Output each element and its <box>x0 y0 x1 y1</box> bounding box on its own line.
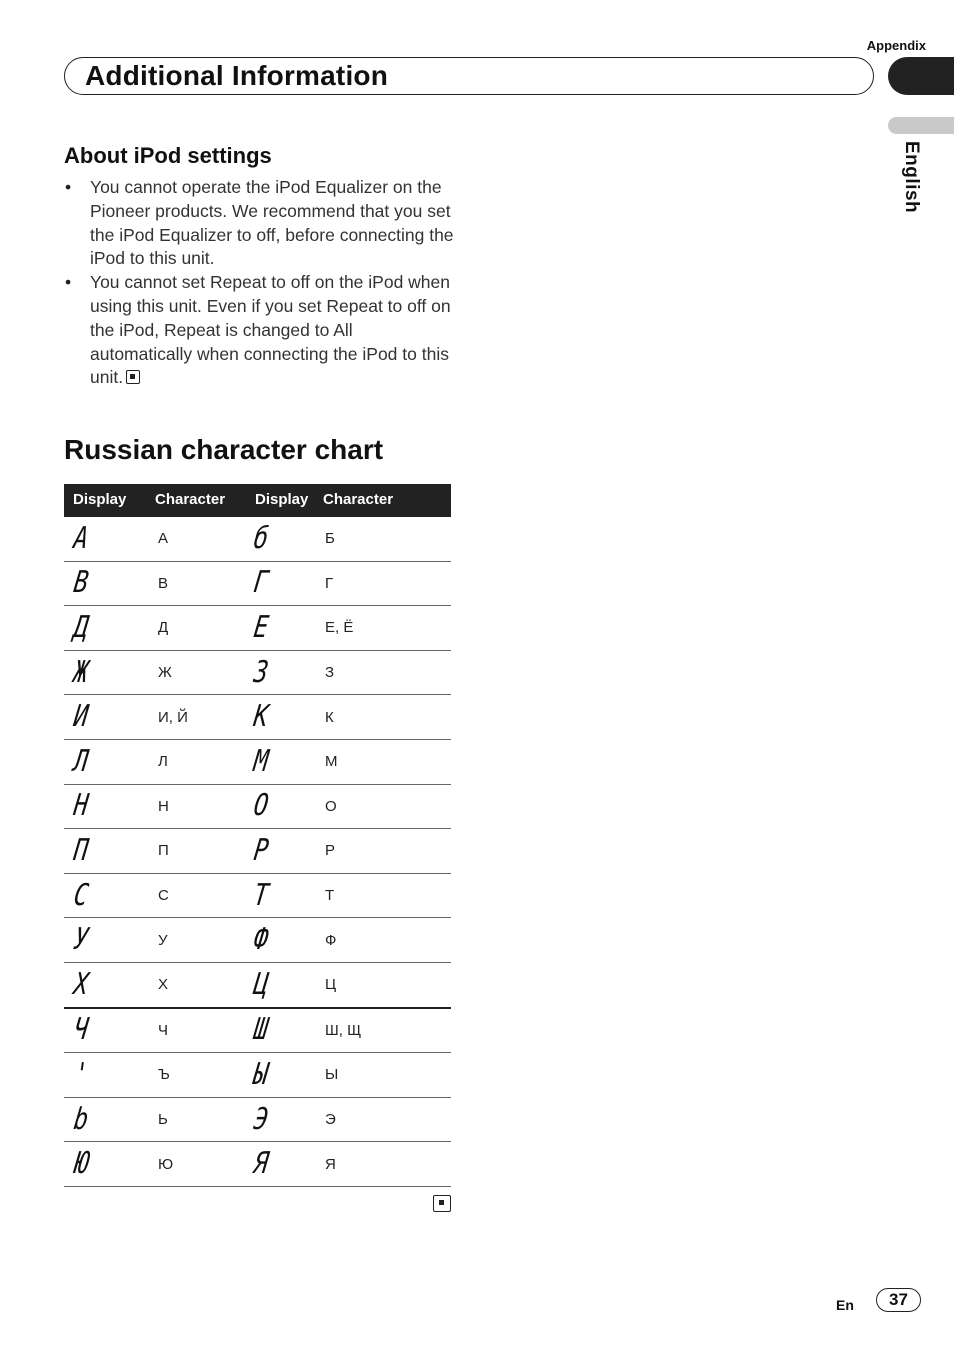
display-glyph: Ш <box>251 1012 270 1048</box>
character-cell <box>150 606 250 651</box>
ipod-settings-list <box>64 176 459 390</box>
display-glyph: И <box>71 699 90 735</box>
appendix-label: Appendix <box>866 38 926 53</box>
display-cell <box>250 829 318 874</box>
display-cell <box>64 606 150 651</box>
display-glyph: P <box>251 832 270 868</box>
column-header: Display <box>250 484 318 516</box>
character-cell <box>318 784 451 829</box>
chapter-tab <box>888 57 954 95</box>
character-cell: Ш, Щ <box>325 1021 362 1039</box>
character-cell <box>318 962 451 1007</box>
list-item <box>64 271 459 390</box>
table-row <box>64 1142 451 1187</box>
section-header <box>64 57 874 95</box>
display-cell <box>250 1008 318 1053</box>
display-glyph: З <box>251 654 270 690</box>
table-header-row <box>64 484 451 516</box>
display-glyph: X <box>71 966 90 1002</box>
display-glyph: Ю <box>71 1146 90 1182</box>
table-row <box>64 650 451 695</box>
language-tab-label: English <box>901 141 922 214</box>
character-cell <box>318 918 451 963</box>
character-cell: З <box>325 664 335 682</box>
display-cell <box>250 695 318 740</box>
display-cell <box>64 829 150 874</box>
character-cell: Ы <box>325 1066 339 1084</box>
table-row <box>64 739 451 784</box>
table-row <box>64 918 451 963</box>
display-glyph: M <box>251 743 270 779</box>
display-glyph: П <box>71 832 90 868</box>
end-of-section-icon <box>126 370 140 384</box>
character-cell: Е, Ё <box>325 619 354 637</box>
column-header: Character <box>318 484 451 516</box>
list-item <box>64 176 459 271</box>
display-cell <box>64 739 150 784</box>
character-cell <box>150 561 250 606</box>
display-cell <box>250 1053 318 1098</box>
character-cell <box>150 784 250 829</box>
character-cell <box>318 1053 451 1098</box>
section-header-title: Additional Information <box>85 60 389 91</box>
character-cell: В <box>158 574 169 592</box>
display-glyph: Ч <box>71 1012 90 1048</box>
character-cell: П <box>158 842 169 860</box>
character-cell <box>150 1053 250 1098</box>
display-cell <box>64 873 150 918</box>
table-body <box>64 516 451 1186</box>
character-cell <box>150 695 250 740</box>
display-glyph: ' <box>71 1056 90 1092</box>
display-glyph: Э <box>251 1101 270 1137</box>
character-cell: О <box>325 797 337 815</box>
display-glyph: Д <box>71 609 90 645</box>
display-cell <box>250 650 318 695</box>
bullet-text: You cannot operate the iPod Equalizer on the Pioneer products. We recommend that you set the iPod Equalizer to off, before connecting the iPod to this unit. <box>90 177 454 269</box>
column-header: Character <box>150 484 250 516</box>
display-cell <box>64 650 150 695</box>
character-cell: Н <box>158 797 169 815</box>
display-glyph: H <box>71 788 90 824</box>
display-cell <box>250 516 318 561</box>
display-cell <box>250 561 318 606</box>
character-cell <box>150 1097 250 1142</box>
display-glyph: B <box>71 565 90 601</box>
character-cell <box>150 873 250 918</box>
character-cell: Р <box>325 842 336 860</box>
character-cell <box>150 650 250 695</box>
character-cell <box>318 695 451 740</box>
display-cell <box>250 873 318 918</box>
character-cell <box>318 829 451 874</box>
display-glyph: Я <box>251 1146 270 1182</box>
display-cell <box>64 1142 150 1187</box>
character-cell <box>150 1008 250 1053</box>
display-cell <box>250 1097 318 1142</box>
display-glyph: Ы <box>251 1056 270 1092</box>
display-glyph: O <box>251 788 270 824</box>
end-of-section-icon <box>433 1195 451 1212</box>
character-cell <box>150 516 250 561</box>
display-glyph: У <box>71 922 90 958</box>
table-row <box>64 784 451 829</box>
character-cell: Ч <box>158 1021 168 1039</box>
display-glyph: C <box>71 877 90 913</box>
display-glyph: Ц <box>251 966 270 1002</box>
character-cell <box>318 650 451 695</box>
display-cell <box>250 1142 318 1187</box>
character-cell: Ж <box>158 664 172 682</box>
character-cell <box>150 918 250 963</box>
character-cell <box>318 606 451 651</box>
russian-character-table <box>64 484 451 1187</box>
display-glyph: A <box>71 520 90 556</box>
column-header: Display <box>64 484 150 516</box>
chart-title: Russian character chart <box>64 434 384 465</box>
character-cell <box>150 962 250 1007</box>
display-glyph: T <box>251 877 270 913</box>
display-glyph: Г <box>251 565 270 601</box>
footer-language-code: En <box>836 1297 854 1313</box>
character-cell: Ъ <box>158 1066 170 1084</box>
character-cell <box>318 873 451 918</box>
character-cell <box>318 561 451 606</box>
table-row <box>64 829 451 874</box>
display-cell <box>64 962 150 1007</box>
character-cell <box>318 1142 451 1187</box>
character-cell: У <box>158 931 168 949</box>
character-cell <box>150 739 250 784</box>
display-glyph: Ф <box>251 922 270 958</box>
display-cell <box>250 606 318 651</box>
display-cell <box>250 962 318 1007</box>
character-cell: М <box>325 753 338 771</box>
table-row <box>64 516 451 561</box>
character-cell: Т <box>325 887 335 905</box>
display-cell <box>250 918 318 963</box>
table-row <box>64 1097 451 1142</box>
display-cell <box>250 739 318 784</box>
character-cell <box>318 1097 451 1142</box>
character-cell <box>318 739 451 784</box>
character-cell <box>150 1142 250 1187</box>
display-cell <box>64 784 150 829</box>
display-glyph: K <box>251 699 270 735</box>
display-cell <box>64 918 150 963</box>
character-cell <box>318 516 451 561</box>
character-cell: Л <box>158 753 168 771</box>
display-cell <box>64 695 150 740</box>
character-cell: Ь <box>158 1111 168 1129</box>
page-number: 37 <box>876 1288 921 1312</box>
character-cell: Х <box>158 976 169 994</box>
character-cell: С <box>158 887 169 905</box>
display-cell <box>64 1053 150 1098</box>
ipod-settings-title: About iPod settings <box>64 143 272 168</box>
character-cell <box>150 829 250 874</box>
character-cell: Э <box>325 1111 336 1129</box>
display-glyph: б <box>251 520 270 556</box>
table-row <box>64 561 451 606</box>
character-cell: А <box>158 530 169 548</box>
display-cell <box>250 784 318 829</box>
display-cell <box>64 561 150 606</box>
character-cell: К <box>325 708 334 726</box>
table-row <box>64 873 451 918</box>
character-cell: И, Й <box>158 708 188 726</box>
character-cell: Г <box>325 574 334 592</box>
table-row <box>64 1053 451 1098</box>
table-row <box>64 695 451 740</box>
display-glyph: Л <box>71 743 90 779</box>
character-cell: Ф <box>325 931 337 949</box>
character-cell: Ю <box>158 1155 174 1173</box>
display-glyph: b <box>71 1101 90 1137</box>
table-row <box>64 1008 451 1053</box>
character-cell: Ц <box>325 976 337 994</box>
language-tab-marker <box>888 117 954 134</box>
display-glyph: E <box>251 609 270 645</box>
character-cell: Д <box>158 619 169 637</box>
character-cell: Я <box>325 1155 336 1173</box>
character-cell <box>318 1008 451 1053</box>
display-cell <box>64 1008 150 1053</box>
character-cell: Б <box>325 530 335 548</box>
display-cell <box>64 516 150 561</box>
table-row <box>64 962 451 1007</box>
bullet-text: You cannot set Repeat to off on the iPod when using this unit. Even if you set Repeat to off on the iPod, Repeat is changed to All automatically when connecting the iPod to this unit. <box>90 272 451 388</box>
table-row <box>64 606 451 651</box>
display-cell <box>64 1097 150 1142</box>
display-glyph: Ж <box>71 654 90 690</box>
